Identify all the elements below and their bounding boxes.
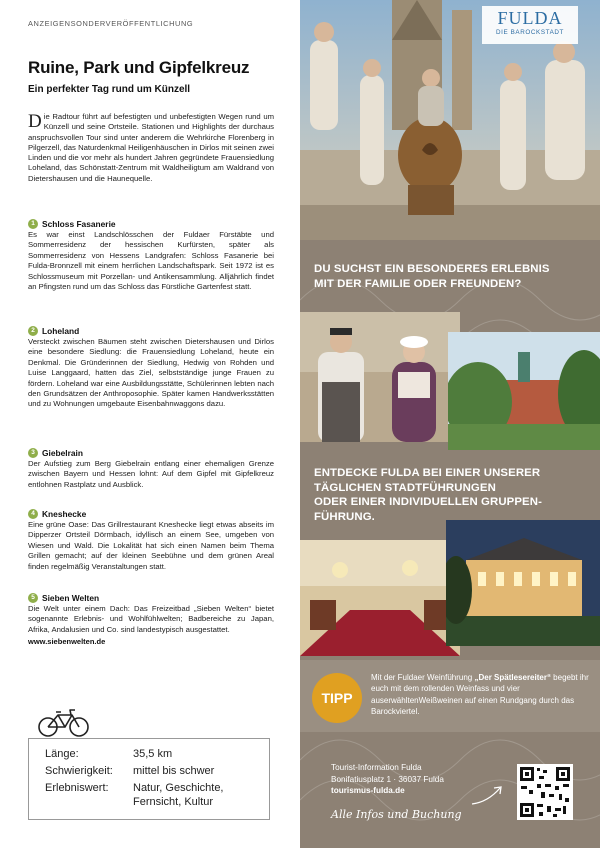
section-body: Die Welt unter einem Dach: Das Freizeitbad „Sieben Welten“ bietet sogenannte Erlebnis- und Wohlfühlwelten; Badbereiche zu Japan, Afrika, Andalusien und Co. sind landestypisch ausgestattet. bbox=[28, 604, 274, 634]
section-giebelrain bbox=[28, 447, 274, 490]
headline-experience: DU SUCHST EIN BESONDERES ERLEBNIS MIT DER FAMILIE ODER FREUNDEN? bbox=[314, 263, 550, 290]
info-row-difficulty: Schwierigkeit: mittel bis schwer bbox=[45, 765, 215, 777]
section-sieben-welten bbox=[28, 592, 274, 646]
section-title: Loheland bbox=[42, 325, 80, 336]
section-body: Der Aufstieg zum Berg Giebelrain entlang einer ehemaligen Grenze zwischen Bayern und Hessen lohnt: Auf dem Gipfel mit Gipfelkreuz entlohnen Rastplatz und Ausblick. bbox=[28, 459, 274, 489]
article-subtitle: Ein perfekter Tag rund um Künzell bbox=[28, 84, 191, 95]
arrow-icon bbox=[470, 784, 504, 806]
logo-name: FULDA bbox=[497, 8, 563, 28]
info-row-experience: Erlebniswert: Natur, Geschichte, Fernsicht, Kultur bbox=[45, 782, 224, 808]
section-number-badge: 3 bbox=[28, 448, 38, 458]
dropcap: D bbox=[28, 111, 42, 132]
contact-website-link[interactable]: tourismus-fulda.de bbox=[331, 786, 405, 795]
section-title: Giebelrain bbox=[42, 447, 83, 458]
headline-city-tours: ENTDECKE FULDA BEI EINER UNSERER TÄGLICHEN STADTFÜHRUNGEN ODER EINER INDIVIDUELLEN GRUPPEN- FÜHRUNG. bbox=[314, 467, 542, 523]
contact-name: Tourist-Information Fulda bbox=[331, 763, 422, 772]
photo-baroque-garden bbox=[448, 332, 600, 450]
intro-text: ie Radtour führt auf befestigten und unbefestigten Wegen rund um Künzell und seine Ortsteile. Stationen und Highlights der durchaus anspruchsvollen Tour sind unter anderem die Wehrkirche Florenberg in Pilgerzell, das Naturdenkmal Heiligenhäuschen in Dirlos mit seinen zwei Linden und die vor mehr als hundert Jahren gegründete Frauensiedlung Loheland, das Schönstatt-Zentrum mit Waldheiligtum am Waldrand von Dietershausen und die Haunequelle. bbox=[28, 112, 274, 183]
section-number-badge: 5 bbox=[28, 593, 38, 603]
contact-address: Bonifatiusplatz 1 · 36037 Fulda bbox=[331, 774, 444, 784]
photo-costumed-guides bbox=[300, 312, 460, 442]
logo-tagline: DIE BAROCKSTADT bbox=[495, 29, 564, 36]
section-number-badge: 2 bbox=[28, 326, 38, 336]
section-kneshecke bbox=[28, 508, 274, 572]
contact-block bbox=[331, 762, 444, 797]
photo-baroque-hall bbox=[300, 540, 460, 656]
qr-code[interactable] bbox=[517, 764, 573, 820]
tipp-text: Mit der Fuldaer Weinführung „Der Spätlesereiter“ begebt ihr euch mit dem rollenden Weinfass und vier auserwähltenWeißweinen auf einen Rundgang durch das Barockviertel. bbox=[371, 673, 589, 716]
tipp-badge: TIPP bbox=[312, 673, 362, 723]
tour-info-box bbox=[28, 738, 270, 820]
fulda-logo bbox=[482, 6, 578, 44]
section-title: Kneshecke bbox=[42, 508, 87, 519]
bicycle-icon bbox=[38, 708, 90, 738]
section-loheland bbox=[28, 325, 274, 410]
kicker: ANZEIGENSONDERVERÖFFENTLICHUNG bbox=[28, 19, 194, 28]
section-title: Sieben Welten bbox=[42, 592, 100, 603]
section-body: Es war einst Landschlösschen der Fuldaer Fürstäbte und Sommerresidenz der hessischen Kurfürsten, später als Sommerresidenz von Hessens Landgrafen: Schloss Fasanerie bei Fulda-Bronnzell mit einem herrlichen Landschaftspark. Seit 1972 ist es Schlossmuseum mit Porzellan- und Antikensammlung. Alljährlich findet an Pfingsten rund um das Schloss das Fürstliche Gartenfest statt. bbox=[28, 230, 274, 292]
intro-paragraph bbox=[28, 112, 274, 184]
section-title: Schloss Fasanerie bbox=[42, 218, 116, 229]
section-number-badge: 4 bbox=[28, 509, 38, 519]
article-title: Ruine, Park und Gipfelkreuz bbox=[28, 58, 250, 77]
photo-palace-at-night bbox=[446, 520, 600, 646]
siebenwelten-link[interactable]: www.siebenwelten.de bbox=[28, 637, 106, 647]
section-body: Versteckt zwischen Bäumen steht zwischen Dietershausen und Dirlos eine besondere Siedlung: die Frauensiedlung Loheland, heute ein Denkmal. Die Gründerinnen der Siedlung, Hedwig von Rohden und Luise Langgaard, hatten das Ziel, selbstständige junge Frauen zu fördern. Loheland war eine Ausbildungsstätte, Schülerinnen lebten nach den Grundsätzen der Anthroposophie. Später kamen Handwerksstätten und zu Wohnungen umgebaute Eisenbahnwaggons dazu. bbox=[28, 337, 274, 409]
slogan-handwritten: Alle Infos und Buchung bbox=[331, 808, 462, 821]
section-schloss-fasanerie bbox=[28, 218, 274, 292]
section-body: Eine grüne Oase: Das Grillrestaurant Kneshecke liegt etwas abseits im Dipperzer Ortsteil Dörmbach, idyllisch an einem See, umgeben von Wiesen und Wald. Die Lokalität hat sich einen Namen beim Thema Grillen gemacht; auf der kleinen Seebühne und dem grünen Areal finden regelmäßig Veranstaltungen statt. bbox=[28, 520, 274, 571]
info-row-length: Länge: 35,5 km bbox=[45, 748, 173, 760]
section-number-badge: 1 bbox=[28, 219, 38, 229]
